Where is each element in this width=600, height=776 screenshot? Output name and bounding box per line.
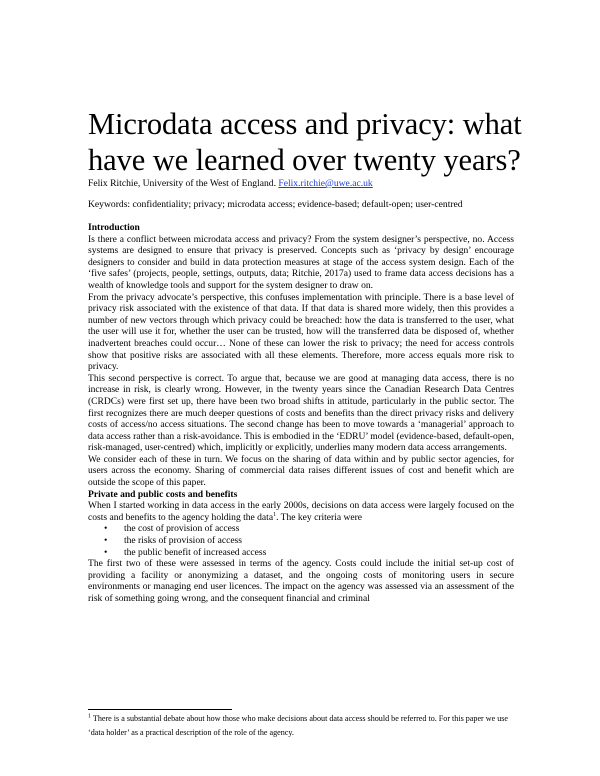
paragraph-text: When I started working in data access in the early 2000s, decisions on data access were largely focused on the costs and benefits to the agency holding the data (88, 500, 514, 523)
paragraph: The first two of these were assessed in terms of the agency. Costs could include the initial set-up cost of providing a facility or anonymizing a dataset, and the ongoing costs of monitoring users in secure environments or managing end user licences. The impact on the agency was assessed via an assessment of the risk of something going wrong, and the consequent financial and criminal (88, 558, 514, 604)
author-affiliation: Felix Ritchie, University of the West of England. (88, 178, 276, 189)
footnote-marker: 1 (88, 713, 91, 720)
body-text (88, 222, 514, 605)
list-item: • the cost of provision of access (88, 523, 514, 535)
footnote-divider (88, 709, 232, 710)
list-item: • the public benefit of increased access (88, 547, 514, 559)
paragraph: This second perspective is correct. To argue that, because we are good at managing data access, there is no increase in risk, is clearly wrong. However, in the twenty years since the Canadian Research Data Centres (CRDCs) were first set up, there have been two broad shifts in attitude, particularly in the public sector. The first recognizes there are much deeper questions of costs and benefits than the direct privacy risks and delivery costs of access/no access situations. The second change has been to move towards a ‘managerial’ approach to data access rather than a risk-avoidance. This is embodied in the ‘EDRU’ model (evidence-based, default-open, risk-managed, user-centred) which, implicitly or explicitly, underlies many modern data access arrangements. (88, 372, 514, 454)
footnote-reference[interactable]: 1 (273, 511, 277, 518)
paragraph: From the privacy advocate’s perspective, this confuses implementation with principle. There is a base level of privacy risk associated with the existence of that data. If that data is shared more widely, then this provides a number of new vectors through which privacy could be breached: how the data is transferred to the user, what the user will use it for, whether the user can be trusted, how will the transferred data be disposed of, whether inadvertent breaches could occur… None of these can lower the risk to privacy; the need for access controls show that positive risks are associated with all these elements. Therefore, more access equals more risk to privacy. (88, 291, 514, 373)
paragraph (88, 500, 514, 523)
section-heading-costs-benefits: Private and public costs and benefits (88, 488, 238, 500)
section-heading-introduction: Introduction (88, 222, 140, 233)
paragraph: We consider each of these in turn. We focus on the sharing of data within and by public sector agencies, for users across the economy. Sharing of commercial data raises different issues of cost and benefit which are outside the scope of this paper. (88, 453, 514, 489)
footnote-text: There is a substantial debate about how those who make decisions about data access should be referred to. For this paper we use ‘data holder’ as a practical description of the role of the agency. (88, 714, 509, 737)
paragraph-text: . The key criteria were (276, 511, 363, 523)
keywords-line: Keywords: confidentiality; privacy; microdata access; evidence-based; default-open; user-centred (88, 199, 463, 210)
author-email-link[interactable]: Felix.ritchie@uwe.ac.uk (278, 178, 373, 189)
author-line (88, 178, 528, 190)
footnote (88, 712, 518, 740)
paragraph: Is there a conflict between microdata access and privacy? From the system designer’s perspective, no. Access systems are designed to ensure that privacy is preserved. Concepts such as ‘privacy by design’ encourage designers to consider and build in data protection measures at stage of the access system design. Each of the ‘five safes’ (projects, people, settings, outputs, data; Ritchie, 2017a) used to frame data access decisions has a wealth of knowledge tools and support for the system designer to draw on. (88, 233, 514, 291)
criteria-list (88, 523, 514, 558)
paper-title: Microdata access and privacy: what have we learned over twenty years? (88, 107, 522, 177)
list-item: • the risks of provision of access (88, 535, 514, 547)
